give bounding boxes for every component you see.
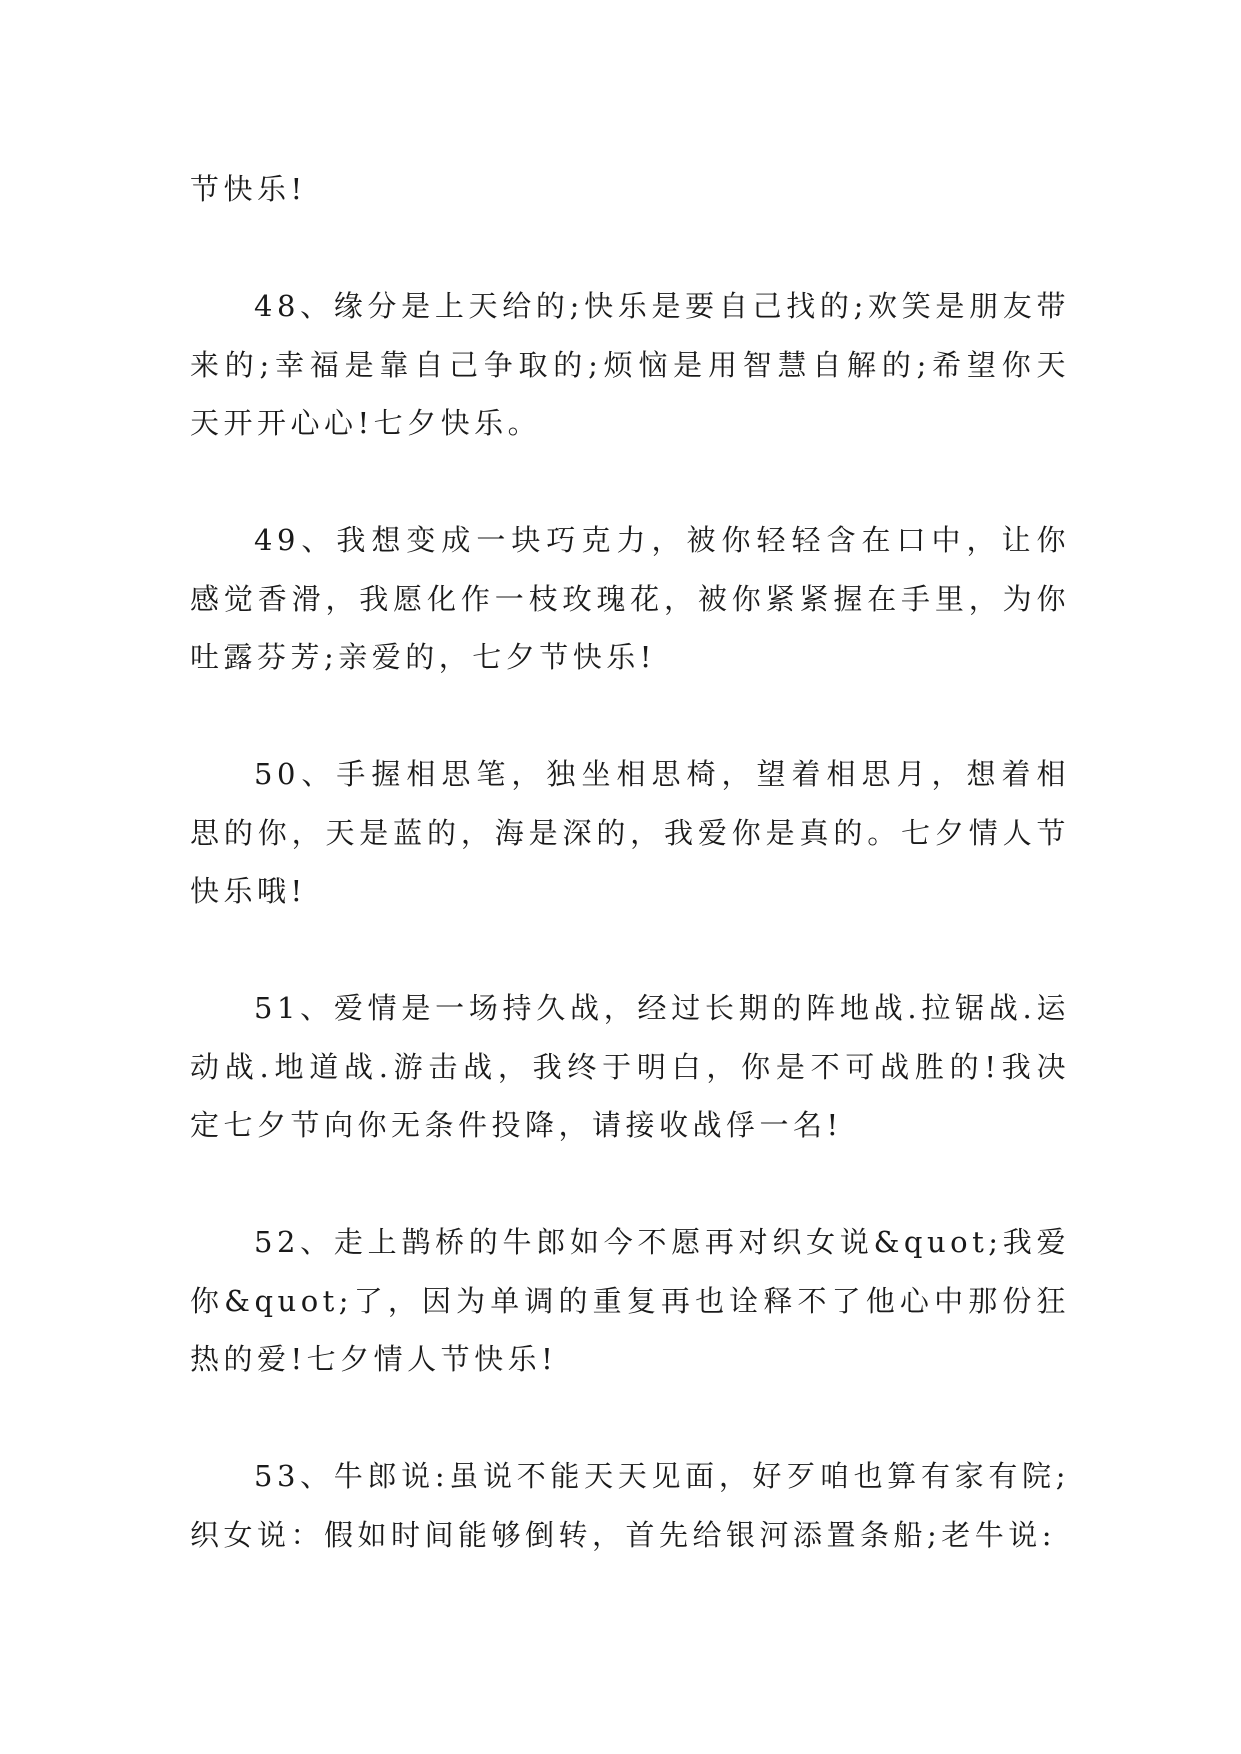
- paragraph-50: 50、手握相思笔，独坐相思椅，望着相思月，想着相思的你，天是蓝的，海是深的，我爱你是真的。七夕情人节快乐哦!: [190, 757, 1070, 908]
- paragraph-49: 49、我想变成一块巧克力，被你轻轻含在口中，让你感觉香滑，我愿化作一枝玫瑰花，被你紧紧握在手里，为你吐露芬芳;亲爱的，七夕节快乐!: [190, 523, 1070, 674]
- document-body: [190, 160, 1070, 1623]
- paragraph-52: 52、走上鹊桥的牛郎如今不愿再对织女说&quot;我爱你&quot;了，因为单调的重复再也诠释不了他心中那份狂热的爱!七夕情人节快乐!: [190, 1225, 1070, 1376]
- paragraph-51: 51、爱情是一场持久战，经过长期的阵地战.拉锯战.运动战.地道战.游击战，我终于明白，你是不可战胜的!我决定七夕节向你无条件投降，请接收战俘一名!: [190, 991, 1070, 1142]
- paragraph-53: 53、牛郎说:虽说不能天天见面，好歹咱也算有家有院;织女说：假如时间能够倒转，首先给银河添置条船;老牛说:: [190, 1459, 1070, 1552]
- paragraph-48: 48、缘分是上天给的;快乐是要自己找的;欢笑是朋友带来的;幸福是靠自己争取的;烦恼是用智慧自解的;希望你天天开开心心!七夕快乐。: [190, 289, 1070, 440]
- paragraph-continuation: 节快乐!: [190, 172, 307, 206]
